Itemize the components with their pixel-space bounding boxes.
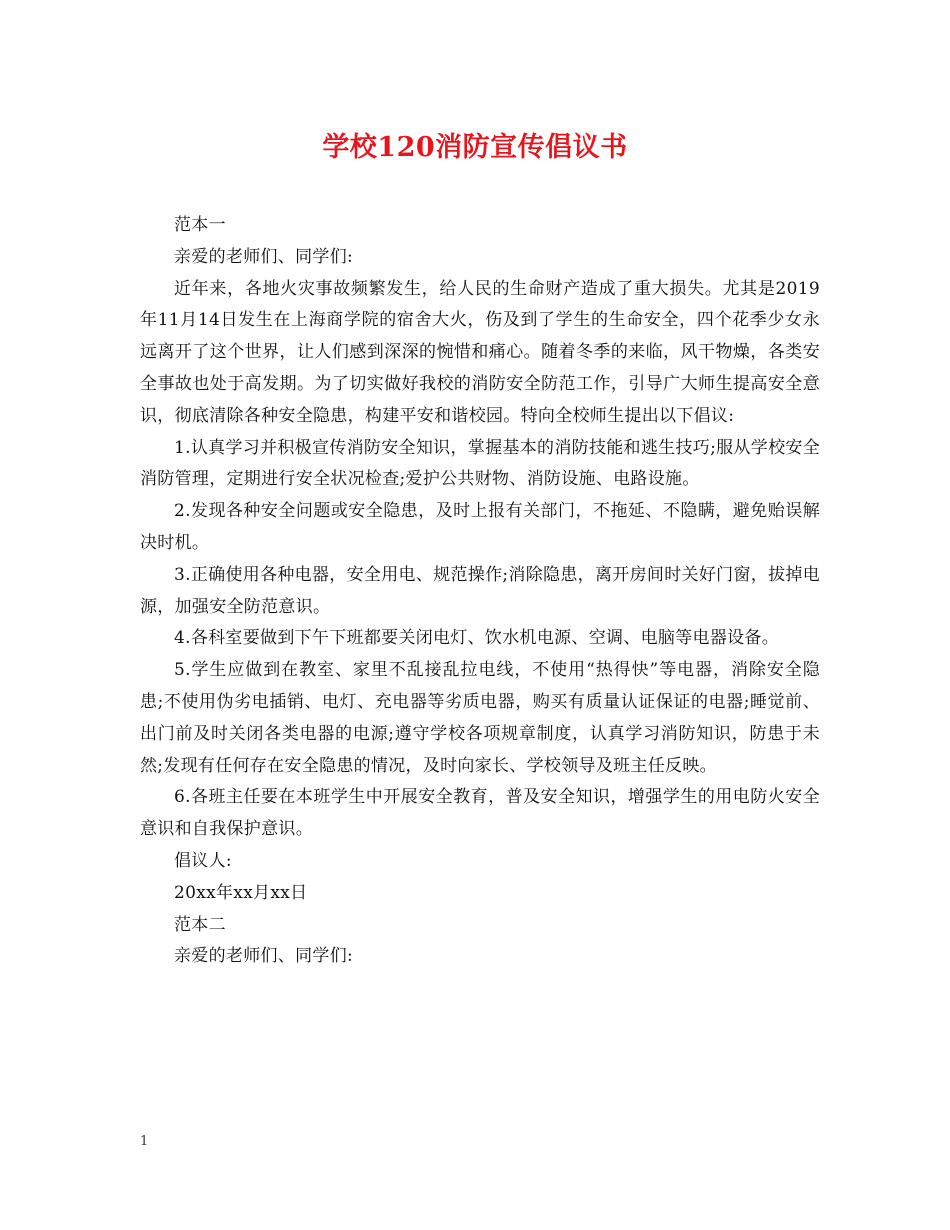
document-body [140, 210, 820, 973]
section-heading-sample-two: 范本二 [174, 914, 226, 935]
salutation: 亲爱的老师们、同学们: [174, 246, 354, 267]
signatory-label: 倡议人: [174, 850, 232, 871]
proposal-item-2: 2.发现各种安全问题或安全隐患，及时上报有关部门，不拖延、不隐瞒，避免贻误解决时机。 [140, 501, 820, 553]
proposal-item-5: 5.学生应做到在教室、家里不乱接乱拉电线，不使用“热得快”等电器，消除安全隐患;不使用伪劣电插销、电灯、充电器等劣质电器，购买有质量认证保证的电器;睡觉前、出门前及时关闭各类电器的电源;遵守学校各项规章制度，认真学习消防知识，防患于未然;发现有任何存在安全隐患的情况，及时向家长、学校领导及班主任反映。 [140, 660, 820, 776]
intro-paragraph: 近年来，各地火灾事故频繁发生，给人民的生命财产造成了重大损失。尤其是2019年11月14日发生在上海商学院的宿舍大火，伤及到了学生的生命安全，四个花季少女永远离开了这个世界，让人们感到深深的惋惜和痛心。随着冬季的来临，风干物燥，各类安全事故也处于高发期。为了切实做好我校的消防安全防范工作，引导广大师生提高安全意识，彻底清除各种安全隐患，构建平安和谐校园。特向全校师生提出以下倡议: [140, 278, 820, 426]
page-number: 1 [140, 1134, 149, 1149]
date-line: 20xx年xx月xx日 [174, 882, 308, 903]
document-title: 学校120消防宣传倡议书 [322, 132, 628, 163]
proposal-item-1: 1.认真学习并积极宣传消防安全知识，掌握基本的消防技能和逃生技巧;服从学校安全消防管理，定期进行安全状况检查;爱护公共财物、消防设施、电路设施。 [140, 437, 820, 490]
proposal-item-3: 3.正确使用各种电器，安全用电、规范操作;消除隐患，离开房间时关好门窗，拔掉电源，加强安全防范意识。 [140, 564, 820, 617]
salutation-two: 亲爱的老师们、同学们: [174, 946, 354, 967]
section-heading-sample-one: 范本一 [174, 215, 226, 235]
proposal-item-4: 4.各科室要做到下午下班都要关闭电灯、饮水机电源、空调、电脑等电器设备。 [174, 628, 780, 649]
proposal-item-6: 6.各班主任要在本班学生中开展安全教育，普及安全知识，增强学生的用电防火安全意识和自我保护意识。 [140, 787, 820, 840]
